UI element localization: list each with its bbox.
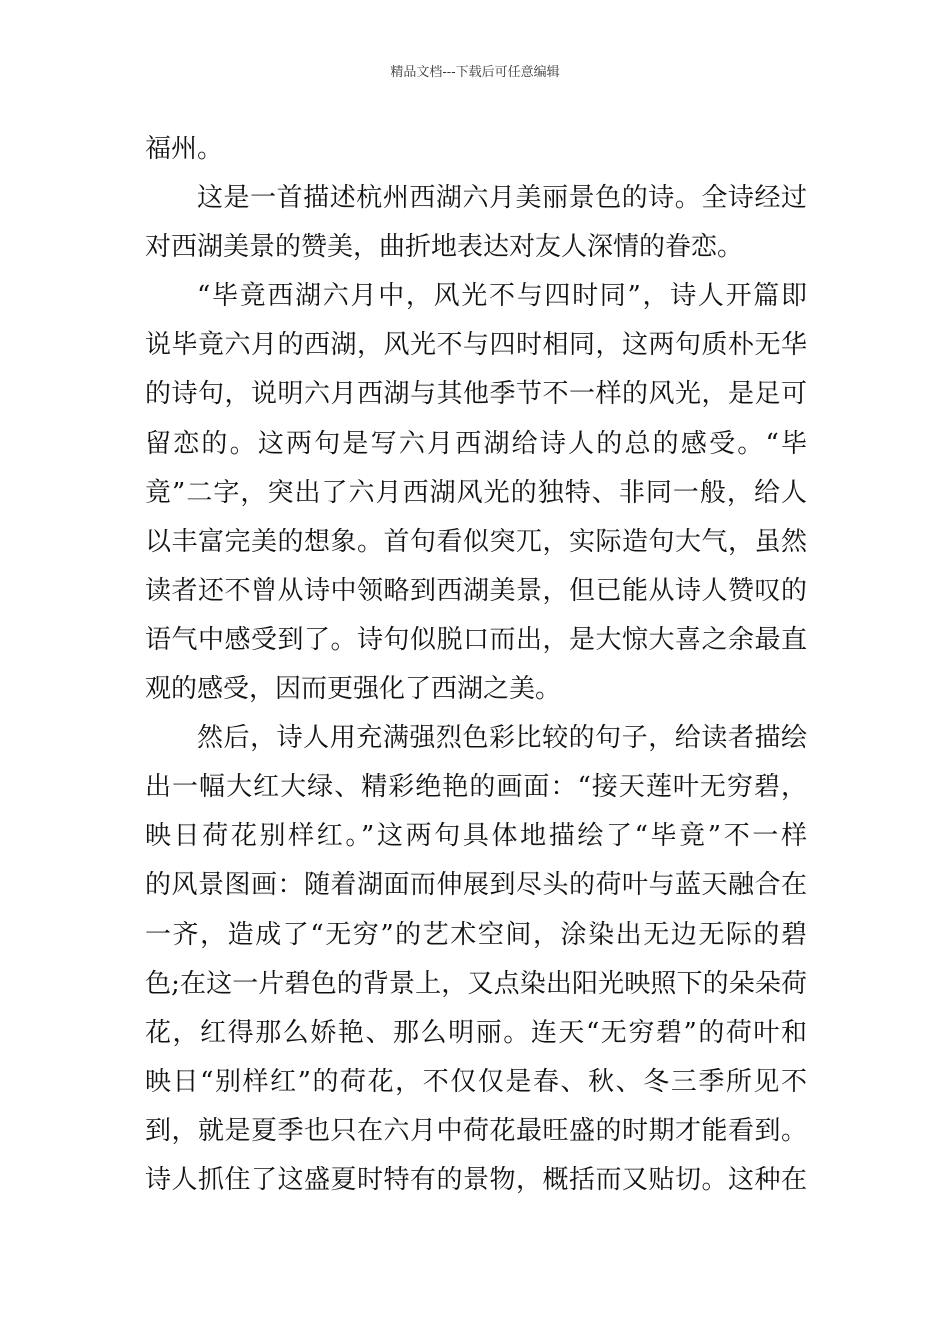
text-line: 一齐，造成了“无穷”的艺术空间，涂染出无边无际的碧: [145, 919, 807, 950]
text-line: 留恋的。这两句是写六月西湖给诗人的总的感受。“毕: [145, 428, 807, 459]
document-body: [145, 125, 807, 1205]
text-line: 竟”二字，突出了六月西湖风光的独特、非同一般，给人: [145, 477, 807, 508]
text-line: 色;在这一片碧色的背景上，又点染出阳光映照下的朵朵荷: [145, 968, 807, 999]
text-line: 诗人抓住了这盛夏时特有的景物，概括而又贴切。这种在: [145, 1164, 807, 1195]
page-header: 精品文档---下载后可任意编辑: [390, 65, 560, 80]
text-line: 以丰富完美的想象。首句看似突兀，实际造句大气，虽然: [145, 526, 807, 557]
text-line: 花，红得那么娇艳、那么明丽。连天“无穷碧”的荷叶和: [145, 1017, 807, 1048]
text-line: 说毕竟六月的西湖，风光不与四时相同，这两句质朴无华: [145, 330, 807, 361]
text-line: 福州。: [145, 134, 224, 164]
text-line: 到，就是夏季也只在六月中荷花最旺盛的时期才能看到。: [145, 1115, 807, 1146]
text-line: 对西湖美景的赞美，曲折地表达对友人深情的眷恋。: [145, 232, 744, 263]
text-line: 映日荷花别样红。”这两句具体地描绘了“毕竟”不一样: [145, 821, 807, 852]
text-line: 这是一首描述杭州西湖六月美丽景色的诗。全诗经过: [197, 183, 807, 214]
text-line: 的风景图画：随着湖面而伸展到尽头的荷叶与蓝天融合在: [145, 870, 807, 901]
text-line: 语气中感受到了。诗句似脱口而出，是大惊大喜之余最直: [145, 624, 807, 655]
text-line: 映日“别样红”的荷花，不仅仅是春、秋、冬三季所见不: [145, 1066, 807, 1097]
text-line: 的诗句，说明六月西湖与其他季节不一样的风光，是足可: [145, 379, 807, 410]
text-line: “毕竟西湖六月中，风光不与四时同”，诗人开篇即: [197, 281, 807, 312]
text-line: 读者还不曾从诗中领略到西湖美景，但已能从诗人赞叹的: [145, 575, 807, 606]
text-line: 观的感受，因而更强化了西湖之美。: [145, 674, 562, 705]
text-line: 出一幅大红大绿、精彩绝艳的画面：“接天莲叶无穷碧，: [145, 772, 807, 803]
text-line: 然后，诗人用充满强烈色彩比较的句子，给读者描绘: [197, 723, 807, 754]
